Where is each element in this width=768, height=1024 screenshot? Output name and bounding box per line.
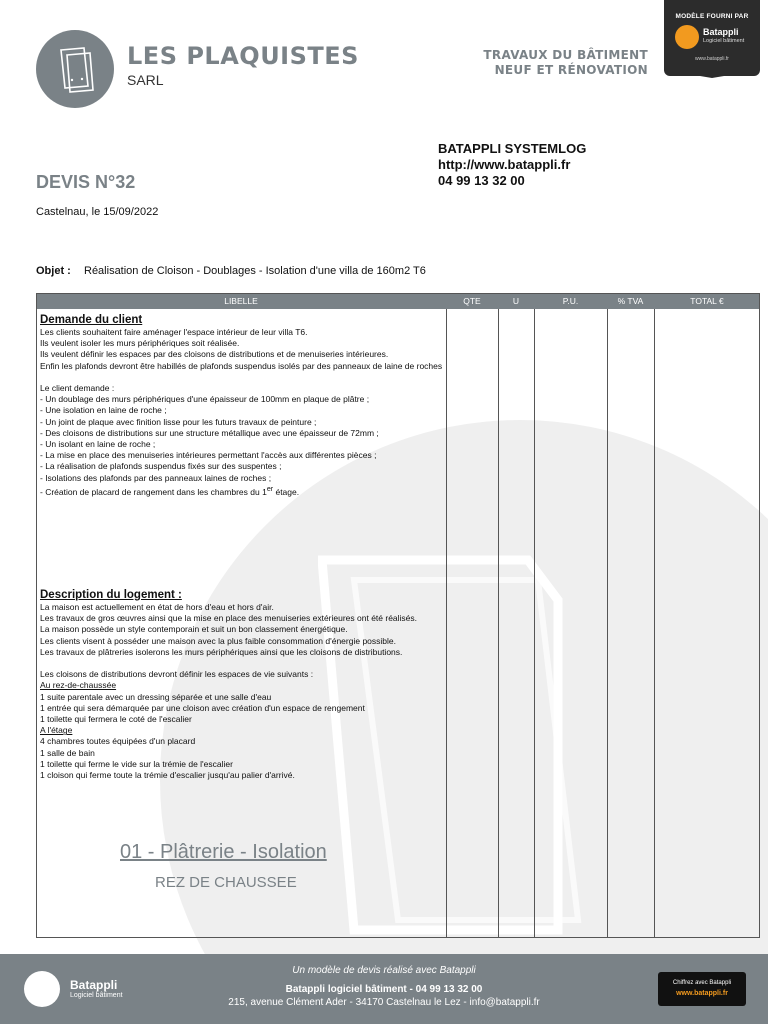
column-divider [446,309,447,938]
upper-floor-title: A l'étage [40,725,73,736]
column-divider [607,309,608,938]
ground-floor-item: 1 entrée qui sera démarquée par une cloison avec création d'un espace de rengement [40,702,365,713]
footer-badge[interactable] [658,972,746,1006]
request-item-text: étage. [273,486,300,497]
upper-floor-item: 1 toilette qui ferme le vide sur la trémie de l'escalier [40,758,233,769]
client-request-title: Demande du client [40,314,143,326]
tagline-line-2: NEUF ET RÉNOVATION [494,63,648,77]
ground-floor-item: 1 toilette qui fermera le coté de l'escalier [40,714,192,725]
quote-table [36,293,760,938]
description-line: La maison possède un style contemporain et suit un bon classement énergétique. [40,624,348,635]
lot-title: 01 - Plâtrerie - Isolation [120,841,327,863]
column-divider [654,309,655,938]
object-text: Réalisation de Cloison - Doublages - Isolation d'une villa de 160m2 T6 [84,265,426,277]
company-logo [36,30,114,108]
request-item [40,484,444,498]
footer-badge-label: Chiffrez avec Batappli [672,980,732,986]
request-item: - Des cloisons de distributions sur une structure métallique avec une épaisseur de 72mm ; [40,427,379,438]
footer-contact-line: Batappli logiciel bâtiment - 04 99 13 32 00 [285,984,483,995]
plasterboard-icon [36,30,114,108]
housing-description-section [40,589,444,781]
description-intro: Les cloisons de distributions devront définir les espaces de vie suivants : [40,669,314,680]
provider-ribbon-tip [664,70,760,78]
request-item: - Un joint de plaque avec finition lisse pour les futurs travaux de peinture ; [40,416,317,427]
request-item: - Un isolant en laine de roche ; [40,439,156,450]
request-item: - Isolations des plafonds par des panneaux laines de roches ; [40,472,272,483]
document-date: Castelnau, le 15/09/2022 [36,206,159,218]
request-item: - La mise en place des menuiseries intérieures permettant l'accès aux différentes pièces ; [40,450,377,461]
column-header-pu: P.U. [562,296,579,306]
ordinal-suffix: er [266,484,274,493]
footer-badge-url: www.batappli.fr [676,990,728,997]
request-item: - Un doublage des murs périphériques d'une épaisseur de 100mm en plaque de plâtre ; [40,394,370,405]
description-line: Les travaux de plâtreries isolerons les murs périphériques ainsi que les cloisons de distributions. [40,646,403,657]
upper-floor-item: 1 cloison qui ferme toute la trémie d'escalier jusqu'au palier d'arrivé. [40,770,295,781]
object-label: Objet : [36,265,71,277]
upper-floor-item: 4 chambres toutes équipées d'un placard [40,736,196,747]
request-line: Les clients souhaitent faire aménager l'espace intérieur de leur villa T6. [40,327,308,337]
column-header-total: TOTAL € [690,296,724,306]
company-name: LES PLAQUISTES [127,42,359,70]
description-line: La maison est actuellement en état de hors d'eau et hors d'air. [40,602,274,612]
recipient-phone: 04 99 13 32 00 [438,173,525,188]
column-header-qte: QTE [463,296,481,306]
request-item: - La réalisation de plafonds suspendus fixés sur des suspentes ; [40,461,282,472]
description-line: Les clients visent à posséder une maison avec la plus faible consommation d'énergie possible. [40,635,396,646]
tagline-line-1: TRAVAUX DU BÂTIMENT [483,48,648,62]
batappli-logo-icon [675,25,699,49]
request-line: Enfin les plafonds devront être habillés de plafonds suspendus isolés par des panneaux de laine de roches [40,360,443,371]
column-header-libelle: LIBELLE [224,296,258,306]
ribbon-brand: Batappli [703,27,739,37]
recipient-name: BATAPPLI SYSTEMLOG [438,141,587,156]
request-line: Ils veulent définir les espaces par des cloisons de distributions et de menuiseries intérieures. [40,349,389,360]
request-line: Ils veulent isoler les murs périphériques soit réalisée. [40,338,240,349]
upper-floor-item: 1 salle de bain [40,747,95,758]
recipient-block [438,141,586,189]
page-footer [0,954,768,1024]
housing-description-title: Description du logement : [40,589,182,601]
ribbon-label: MODÈLE FOURNI PAR [675,13,749,20]
request-item: - Une isolation en laine de roche ; [40,405,167,416]
footer-brand-sub: Logiciel bâtiment [70,992,123,999]
client-request-section [40,314,444,498]
company-tagline [440,48,648,78]
document-title: DEVIS N°32 [36,172,136,192]
ribbon-url: www.batappli.fr [695,56,729,62]
ground-floor-title: Au rez-de-chaussée [40,680,117,691]
column-divider [498,309,499,938]
footer-tagline: Un modèle de devis réalisé avec Batappli [292,965,476,976]
footer-address-line: 215, avenue Clément Ader - 34170 Castelnau le Lez - info@batappli.fr [228,997,540,1008]
ribbon-brand-sub: Logiciel bâtiment [703,38,745,44]
column-header-u: U [512,296,520,306]
company-legal-form: SARL [127,72,164,88]
column-header-tva: % TVA [617,296,644,306]
request-item-text: - Création de placard de rangement dans les chambres du 1 [40,486,267,497]
description-line: Les travaux de gros œuvres ainsi que la mise en place des menuiseries extérieures ont été réalisés. [40,613,418,624]
recipient-url[interactable]: http://www.batappli.fr [438,157,571,172]
footer-brand: Batappli [70,978,118,992]
ground-floor-item: 1 suite parentale avec un dressing séparée et une salle d'eau [40,691,272,702]
lot-subtitle: REZ DE CHAUSSEE [155,874,297,891]
request-intro: Le client demande : [40,383,115,393]
column-divider [534,309,535,938]
